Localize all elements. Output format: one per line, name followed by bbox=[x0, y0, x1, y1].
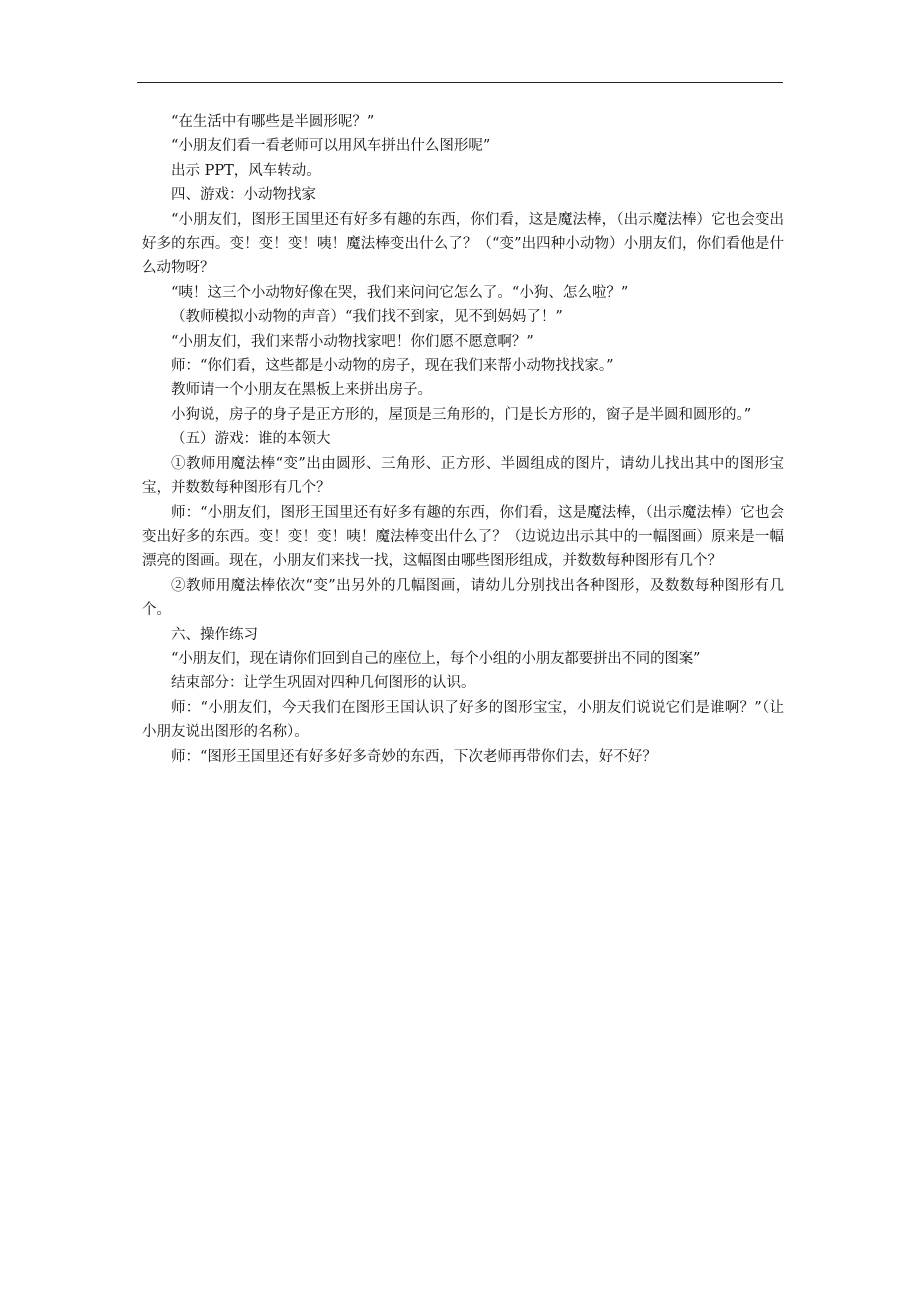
header-rule bbox=[137, 82, 783, 83]
section-heading: （五）游戏：谁的本领大 bbox=[171, 431, 331, 448]
paragraph: ②教师用魔法棒依次“变”出另外的几幅图画，请幼儿分别找出各种图形，及数数每种图形有几个。 bbox=[142, 577, 784, 619]
paragraph: 师：“你们看，这些都是小动物的房子，现在我们来帮小动物找找家。” bbox=[171, 358, 614, 375]
paragraph: 教师请一个小朋友在黑板上来拼出房子。 bbox=[171, 382, 432, 399]
section-heading: 四、游戏：小动物找家 bbox=[171, 187, 316, 204]
paragraph: 小狗说，房子的身子是正方形的，屋顶是三角形的，门是长方形的，窗子是半圆和圆形的。” bbox=[171, 406, 752, 423]
paragraph: 出示 PPT，风车转动。 bbox=[171, 162, 321, 179]
document-body bbox=[142, 110, 784, 769]
paragraph: 师：“小朋友们，图形王国里还有好多有趣的东西，你们看，这是魔法棒，（出示魔法棒）它也会变出好多的东西。变！变！变！咦！魔法棒变出什么了？（边说边出示其中的一幅图画）原来是一幅漂亮的图画。现在，小朋友们来找一找，这幅图由哪些图形组成，并数数每种图形有几个？ bbox=[142, 504, 784, 570]
paragraph: ①教师用魔法棒“变”出由圆形、三角形、正方形、半圆组成的图片，请幼儿找出其中的图形宝宝，并数数每种图形有几个？ bbox=[142, 455, 784, 497]
paragraph: “在生活中有哪些是半圆形呢？” bbox=[171, 114, 375, 130]
paragraph: “小朋友们，图形王国里还有好多有趣的东西，你们看，这是魔法棒，（出示魔法棒）它也会变出好多的东西。变！变！变！咦！魔法棒变出什么了？（“变”出四种小动物）小朋友们，你们看他是什么动物呀？ bbox=[142, 211, 784, 277]
paragraph: “小朋友们，现在请你们回到自己的座位上，每个小组的小朋友都要拼出不同的图案” bbox=[171, 650, 701, 667]
paragraph: “小朋友们，我们来帮小动物找家吧！你们愿不愿意啊？” bbox=[171, 333, 534, 350]
section-heading: 六、操作练习 bbox=[171, 626, 258, 643]
paragraph: 师：“小朋友们，今天我们在图形王国认识了好多的图形宝宝，小朋友们说说它们是谁啊？”（让小朋友说出图形的名称）。 bbox=[142, 699, 784, 741]
paragraph: “小朋友们看一看老师可以用风车拼出什么图形呢” bbox=[171, 138, 491, 155]
paragraph: （教师模拟小动物的声音）“我们找不到家，见不到妈妈了！” bbox=[171, 309, 563, 326]
paragraph: 结束部分：让学生巩固对四种几何图形的认识。 bbox=[171, 675, 476, 692]
paragraph: 师：“图形王国里还有好多好多奇妙的东西，下次老师再带你们去，好不好？ bbox=[171, 748, 657, 765]
paragraph: “咦！这三个小动物好像在哭，我们来问问它怎么了。“小狗、怎么啦？” bbox=[171, 284, 629, 301]
